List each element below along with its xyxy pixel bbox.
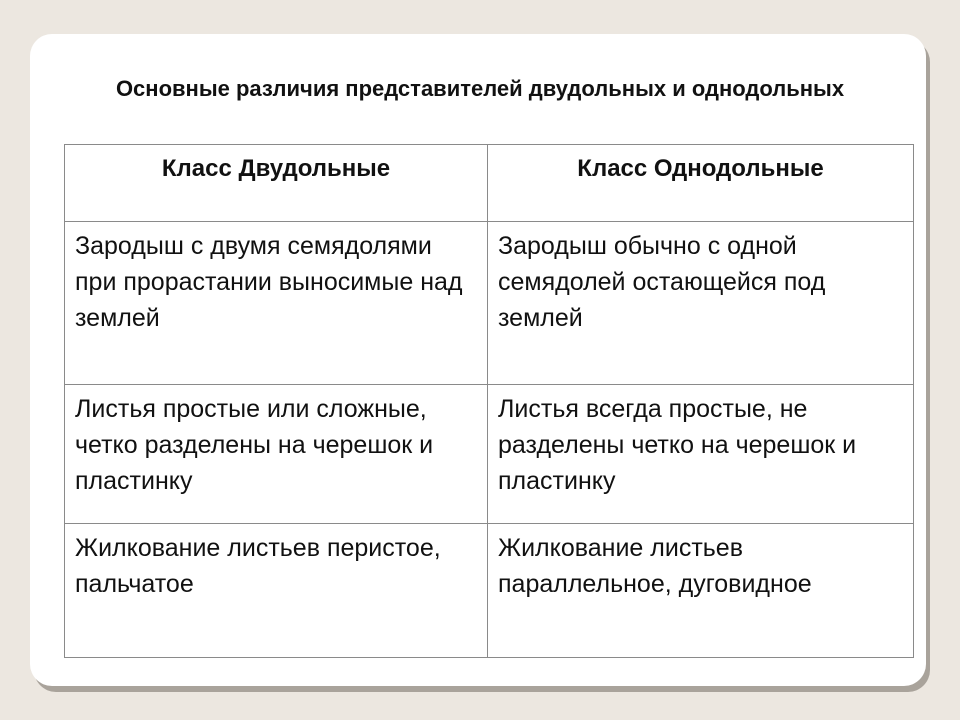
table-cell: Зародыш с двумя семядолями при прорастании выносимые над землей (65, 222, 488, 385)
table-row (65, 385, 914, 524)
table-row (65, 222, 914, 385)
table-cell: Жилкование листьев параллельное, дуговидное (488, 524, 914, 658)
table-cell: Жилкование листьев перистое, пальчатое (65, 524, 488, 658)
table-cell: Листья всегда простые, не разделены четко на черешок и пластинку (488, 385, 914, 524)
table-cell: Листья простые или сложные, четко разделены на черешок и пластинку (65, 385, 488, 524)
comparison-table (64, 144, 914, 658)
header-dicots: Класс Двудольные (65, 145, 488, 222)
slide-title: Основные различия представителей двудольных и однодольных (115, 76, 845, 101)
header-monocots: Класс Однодольные (488, 145, 914, 222)
table-row (65, 524, 914, 658)
table-header-row (65, 145, 914, 222)
table-cell: Зародыш обычно с одной семядолей остающейся под землей (488, 222, 914, 385)
